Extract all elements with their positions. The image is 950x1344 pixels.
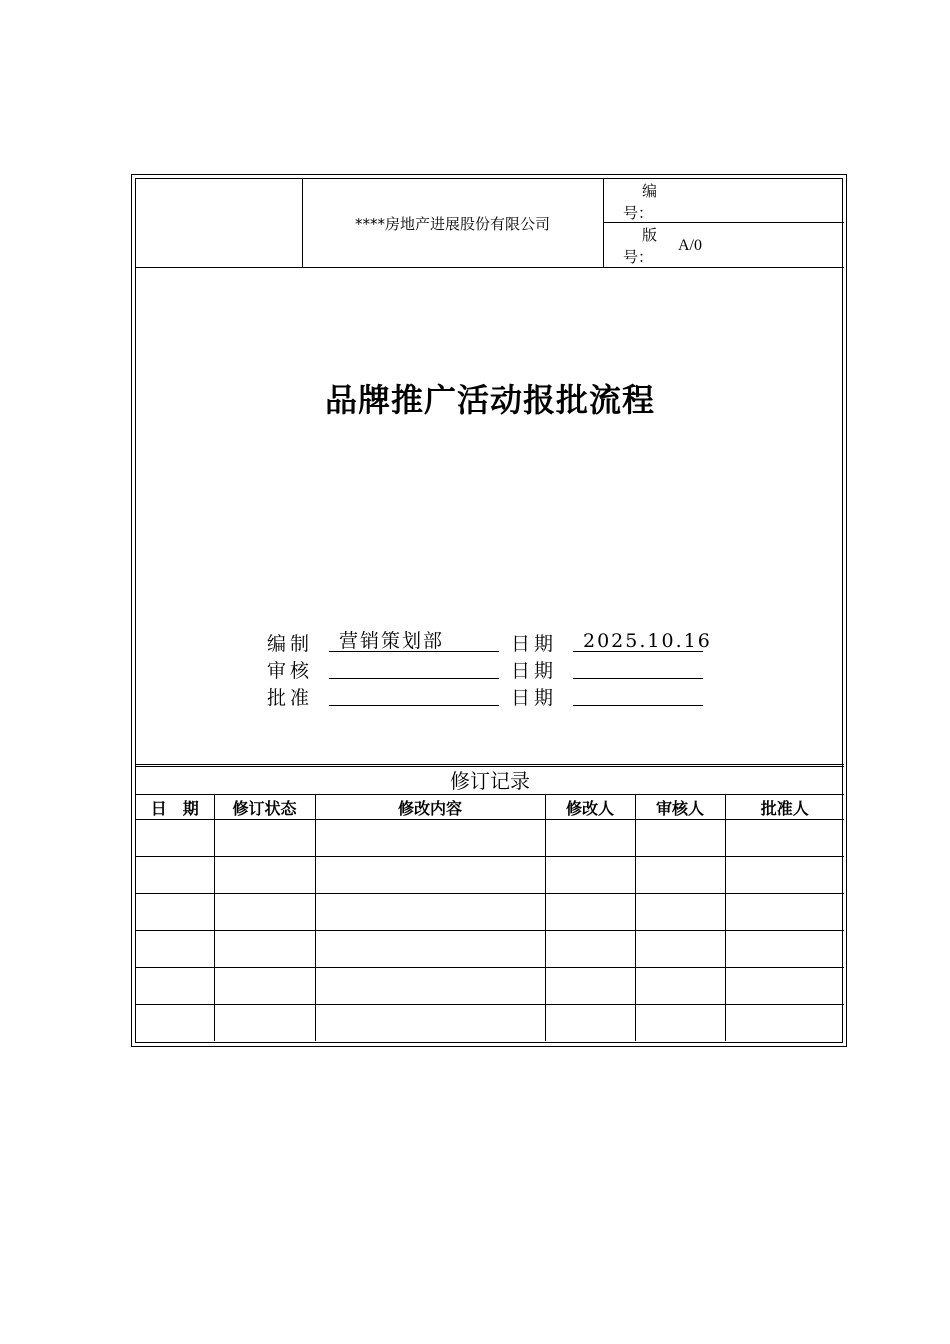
reviewed-label: 审核 — [267, 660, 314, 682]
table-cell[interactable] — [214, 1005, 315, 1042]
table-cell[interactable] — [136, 857, 214, 894]
table-cell[interactable] — [635, 820, 725, 857]
column-modified-by: 修改人 — [545, 795, 635, 820]
company-name: ****房地产进展股份有限公司 — [354, 214, 550, 233]
revision-log-rule — [136, 764, 844, 767]
table-row — [136, 820, 844, 857]
table-row — [136, 968, 844, 1005]
table-cell[interactable] — [725, 1005, 844, 1042]
reviewed-date-label: 日期 — [511, 660, 558, 682]
table-cell[interactable] — [545, 1005, 635, 1042]
table-cell[interactable] — [545, 894, 635, 931]
document-inner-frame — [135, 178, 843, 1043]
table-cell[interactable] — [315, 931, 545, 968]
table-cell[interactable] — [214, 894, 315, 931]
document-title: 品牌推广活动报批流程 — [324, 381, 655, 419]
table-cell[interactable] — [136, 894, 214, 931]
revision-log-header-row — [136, 795, 844, 820]
table-cell[interactable] — [725, 931, 844, 968]
table-cell[interactable] — [635, 931, 725, 968]
compiled-date-label: 日期 — [511, 633, 558, 655]
compiled-value: 营销策划部 — [329, 631, 499, 652]
column-approved-by: 批准人 — [725, 795, 844, 820]
reviewed-value-line — [329, 658, 499, 679]
table-cell[interactable] — [136, 1005, 214, 1042]
table-row — [136, 1005, 844, 1042]
compiled-label: 编制 — [267, 633, 314, 655]
table-cell[interactable] — [136, 968, 214, 1005]
table-cell[interactable] — [635, 968, 725, 1005]
column-change-content: 修改内容 — [315, 795, 545, 820]
approved-date-line — [573, 685, 703, 706]
table-cell[interactable] — [635, 1005, 725, 1042]
table-cell[interactable] — [214, 820, 315, 857]
column-reviewed-by: 审核人 — [635, 795, 725, 820]
revision-log-table — [136, 794, 844, 1041]
table-cell[interactable] — [315, 820, 545, 857]
table-row — [136, 857, 844, 894]
table-cell[interactable] — [136, 931, 214, 968]
table-cell[interactable] — [725, 968, 844, 1005]
table-cell[interactable] — [725, 894, 844, 931]
table-cell[interactable] — [635, 857, 725, 894]
table-cell[interactable] — [545, 820, 635, 857]
compiled-date-value: 2025.10.16 — [573, 631, 703, 652]
column-date: 日 期 — [136, 795, 214, 820]
table-cell[interactable] — [635, 894, 725, 931]
version-label-bottom: 号： — [623, 248, 654, 266]
approved-date-label: 日期 — [511, 687, 558, 709]
document-frame — [131, 174, 847, 1047]
table-cell[interactable] — [545, 968, 635, 1005]
table-cell[interactable] — [214, 968, 315, 1005]
number-label-top: 编 — [642, 182, 658, 200]
table-cell[interactable] — [725, 857, 844, 894]
table-cell[interactable] — [545, 931, 635, 968]
version-value: A/0 — [678, 237, 702, 254]
table-cell[interactable] — [315, 1005, 545, 1042]
header-band — [136, 179, 844, 268]
table-cell[interactable] — [315, 857, 545, 894]
number-label-bottom: 号： — [623, 204, 654, 222]
header-divider-right — [603, 179, 604, 267]
table-row — [136, 894, 844, 931]
table-cell[interactable] — [725, 820, 844, 857]
table-cell[interactable] — [136, 820, 214, 857]
approved-value-line — [329, 685, 499, 706]
table-cell[interactable] — [315, 894, 545, 931]
table-cell[interactable] — [315, 968, 545, 1005]
revision-log-title: 修订记录 — [450, 769, 530, 793]
table-cell[interactable] — [214, 931, 315, 968]
column-revision-status: 修订状态 — [214, 795, 315, 820]
table-cell[interactable] — [545, 857, 635, 894]
table-row — [136, 931, 844, 968]
version-label-top: 版 — [642, 226, 658, 244]
approved-label: 批准 — [267, 687, 314, 709]
table-cell[interactable] — [214, 857, 315, 894]
reviewed-date-line — [573, 658, 703, 679]
